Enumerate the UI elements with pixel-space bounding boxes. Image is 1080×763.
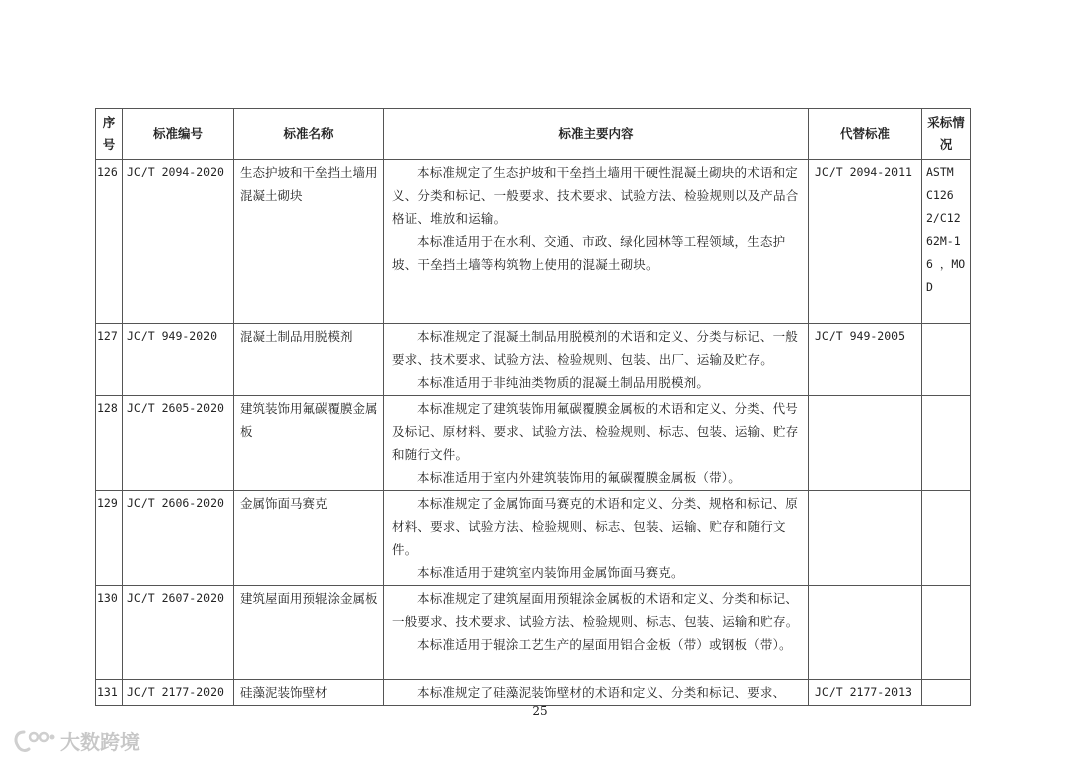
row-no: 129 xyxy=(96,491,123,586)
content-paragraph: 本标准规定了金属饰面马赛克的术语和定义、分类、规格和标记、原材料、要求、试验方法、检验规则、标志、包装、运输、贮存和随行文件。 xyxy=(392,496,799,557)
row-name: 建筑装饰用氟碳覆膜金属板 xyxy=(234,396,384,491)
table-row xyxy=(96,586,971,680)
row-code: JC/T 2606-2020 xyxy=(123,491,234,586)
header-replaced: 代替标准 xyxy=(809,109,922,160)
row-no: 130 xyxy=(96,586,123,680)
table-row xyxy=(96,324,971,396)
table-row xyxy=(96,680,971,706)
watermark-logo-icon xyxy=(12,728,56,754)
row-adoption xyxy=(922,324,971,396)
table-body xyxy=(96,160,971,706)
header-no: 序号 xyxy=(96,109,123,160)
row-code: JC/T 2094-2020 xyxy=(123,160,234,324)
row-content xyxy=(384,586,809,680)
content-paragraph: 本标准适用于室内外建筑装饰用的氟碳覆膜金属板（带）。 xyxy=(417,470,741,485)
row-replaced: JC/T 2177-2013 xyxy=(809,680,922,706)
header-code: 标准编号 xyxy=(123,109,234,160)
row-adoption: ASTM C1262/C1262M-16 ，MOD xyxy=(922,160,971,324)
row-code: JC/T 2177-2020 xyxy=(123,680,234,706)
content-paragraph: 本标准规定了生态护坡和干垒挡土墙用干硬性混凝土砌块的术语和定义、分类和标记、一般要求、技术要求、试验方法、检验规则以及产品合格证、堆放和运输。 xyxy=(392,165,799,226)
content-paragraph: 本标准适用于建筑室内装饰用金属饰面马赛克。 xyxy=(417,565,684,580)
row-name: 混凝土制品用脱模剂 xyxy=(234,324,384,396)
header-name: 标准名称 xyxy=(234,109,384,160)
row-adoption xyxy=(922,396,971,491)
content-paragraph: 本标准适用于辊涂工艺生产的屋面用铝合金板（带）或钢板（带）。 xyxy=(417,637,792,652)
table-header xyxy=(96,109,971,160)
row-code: JC/T 949-2020 xyxy=(123,324,234,396)
row-replaced: JC/T 949-2005 xyxy=(809,324,922,396)
row-content xyxy=(384,396,809,491)
row-replaced xyxy=(809,586,922,680)
row-content xyxy=(384,160,809,324)
row-replaced: JC/T 2094-2011 xyxy=(809,160,922,324)
standards-table xyxy=(95,108,971,706)
row-name: 生态护坡和干垒挡土墙用混凝土砌块 xyxy=(234,160,384,324)
content-paragraph: 本标准适用于非纯油类物质的混凝土制品用脱模剂。 xyxy=(417,375,710,390)
table-row xyxy=(96,160,971,324)
page-number: 25 xyxy=(532,704,548,718)
row-replaced xyxy=(809,396,922,491)
row-adoption xyxy=(922,680,971,706)
row-no: 131 xyxy=(96,680,123,706)
row-name: 金属饰面马赛克 xyxy=(234,491,384,586)
content-paragraph: 本标准规定了硅藻泥装饰壁材的术语和定义、分类和标记、要求、 xyxy=(417,685,786,700)
row-code: JC/T 2607-2020 xyxy=(123,586,234,680)
row-name: 建筑屋面用预辊涂金属板 xyxy=(234,586,384,680)
row-name: 硅藻泥装饰壁材 xyxy=(234,680,384,706)
header-content: 标准主要内容 xyxy=(384,109,809,160)
table-row xyxy=(96,396,971,491)
content-paragraph: 本标准规定了建筑屋面用预辊涂金属板的术语和定义、分类和标记、一般要求、技术要求、试验方法、检验规则、标志、包装、运输和贮存。 xyxy=(392,591,799,629)
content-paragraph: 本标准规定了建筑装饰用氟碳覆膜金属板的术语和定义、分类、代号及标记、原材料、要求、试验方法、检验规则、标志、包装、运输、贮存和随行文件。 xyxy=(392,401,799,462)
row-content xyxy=(384,680,809,706)
row-adoption xyxy=(922,586,971,680)
watermark-text: 大数跨境 xyxy=(60,730,140,754)
content-paragraph: 本标准规定了混凝土制品用脱模剂的术语和定义、分类与标记、一般要求、技术要求、试验方法、检验规则、包装、出厂、运输及贮存。 xyxy=(392,329,799,367)
row-replaced xyxy=(809,491,922,586)
row-code: JC/T 2605-2020 xyxy=(123,396,234,491)
row-no: 128 xyxy=(96,396,123,491)
content-paragraph: 本标准适用于在水利、交通、市政、绿化园林等工程领域，生态护坡、干垒挡土墙等构筑物上使用的混凝土砌块。 xyxy=(392,234,786,272)
table-row xyxy=(96,491,971,586)
header-row xyxy=(96,109,971,160)
row-content xyxy=(384,491,809,586)
row-adoption xyxy=(922,491,971,586)
header-adoption: 采标情况 xyxy=(922,109,971,160)
row-content xyxy=(384,324,809,396)
row-no: 127 xyxy=(96,324,123,396)
watermark xyxy=(12,726,140,755)
row-no: 126 xyxy=(96,160,123,324)
